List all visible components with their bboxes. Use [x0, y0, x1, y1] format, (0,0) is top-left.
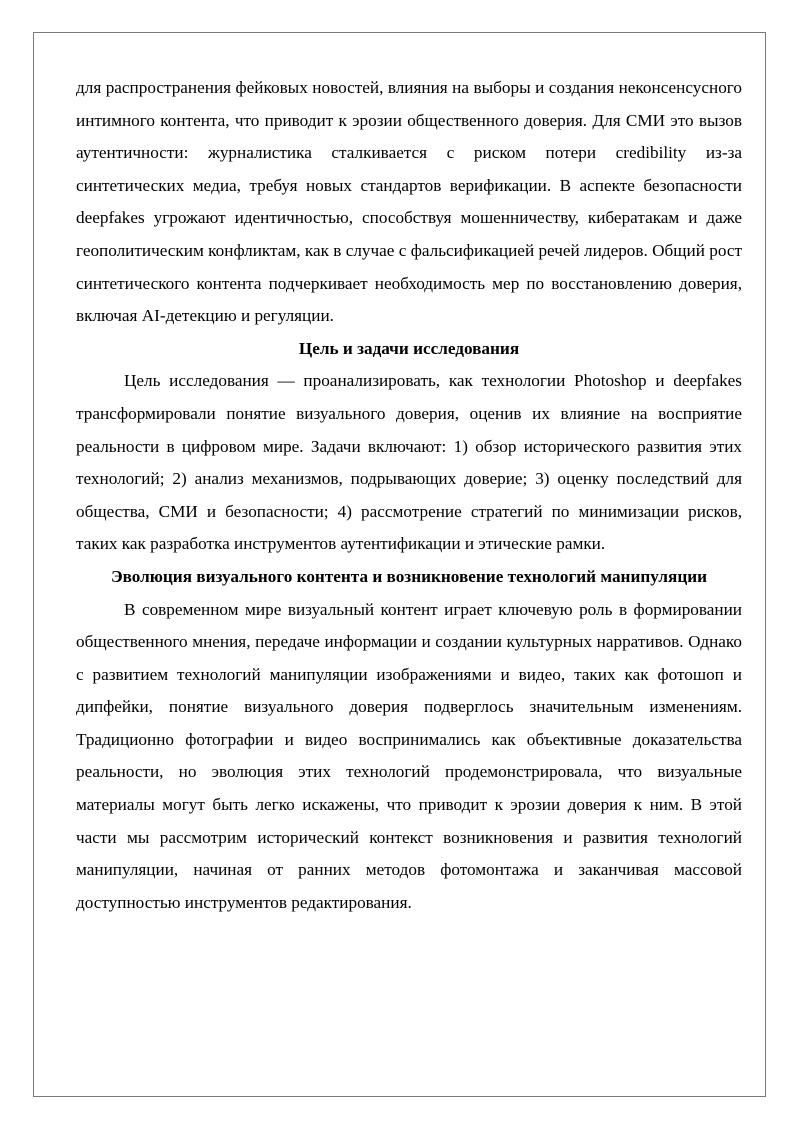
- paragraph-continuation: для распространения фейковых новостей, влияния на выборы и создания неконсенсусного интимного контента, что приводит к эрозии общественного доверия. Для СМИ это вызов аутентичности: журналистика сталкивается с риском потери credibility из-за синтетических медиа, требуя новых стандартов верификации. В аспекте безопасности deepfakes угрожают идентичностью, способствуя мошенничеству, кибератакам и даже геополитическим конфликтам, как в случае с фальсификацией речей лидеров. Общий рост синтетического контента подчеркивает необходимость мер по восстановлению доверия, включая AI-детекцию и регуляции.: [76, 78, 742, 326]
- section-heading-goals: Цель и задачи исследования: [298, 338, 520, 358]
- document-body: [76, 72, 742, 919]
- paragraph-goals: Цель исследования — проанализировать, как технологии Photoshop и deepfakes трансформировали понятие визуального доверия, оценив их влияние на восприятие реальности в цифровом мире. Задачи включают: 1) обзор исторического развития этих технологий; 2) анализ механизмов, подрывающих доверие; 3) оценку последствий для общества, СМИ и безопасности; 4) рассмотрение стратегий по минимизации рисков, таких как разработка инструментов аутентификации и этические рамки.: [76, 371, 742, 554]
- section-heading-evolution: Эволюция визуального контента и возникновение технологий манипуляции: [110, 566, 708, 586]
- paragraph-evolution: В современном мире визуальный контент играет ключевую роль в формировании общественного мнения, передаче информации и создании культурных нарративов. Однако с развитием технологий манипуляции изображениями и видео, таких как фотошоп и дипфейки, понятие визуального доверия подверглось значительным изменениям. Традиционно фотографии и видео воспринимались как объективные доказательства реальности, но эволюция этих технологий продемонстрировала, что визуальные материалы могут быть легко искажены, что приводит к эрозии доверия к ним. В этой части мы рассмотрим исторический контекст возникновения и развития технологий манипуляции, начиная от ранних методов фотомонтажа и заканчивая массовой доступностью инструментов редактирования.: [76, 599, 742, 912]
